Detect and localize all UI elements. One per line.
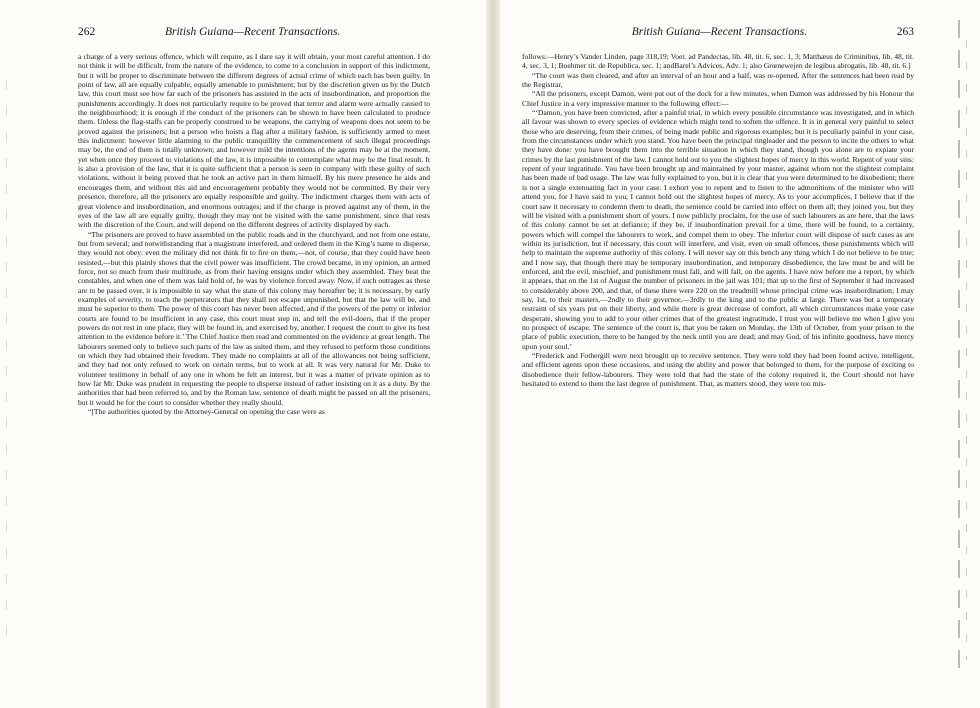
book-gutter [486,0,500,708]
right-page-number: 263 [896,26,914,38]
right-running-head [522,26,914,42]
page-edge-shadow-right-inner [966,40,967,660]
paragraph: a charge of a very serious offence, which will require, as I dare say it will obtain, your most careful attention. I do not think it will be difficult, from the nature of the evidence, to come to a conclusion in support of this indictment, but it will be proper to discriminate between the different degrees of actual crime of which each has been guilty. In point of law, all are equally culpable, equally amenable to punishment; but by the discretion given us by the Dutch law, this court must see how far each of the prisoners has assisted in the acts of insubordination, and proportion the punishments accordingly. It does not particularly require to be proved that terror and alarm were actually caused to the neighbourhood; it is enough if the conduct of the prisoners can be shown to have been calculated to produce them. Unless the flag-staffs can be properly construed to be weapons, the carrying of weapons does not seem to be proved against the prisoners; but a person who hoists a flag after a military fashion, is sufficiently armed to meet this indictment: however little alarming to the public tranquillity the commencement of such illegal proceedings may be, the end of them is totally unknown; and however mild the intentions of the agents may be at the moment, yet when once they proceed to violations of the law, it is impossible to contemplate what may be the final result. It is also a provision of the law, that it is quite sufficient that a person is seen in company with these guilty of such violations, without it being proved that he took an active part in them himself. By his mere presence he aids and encourages them, and without this aid and encouragement probably they would not be committed. By their very presence, therefore, all the prisoners are equally responsible and guilty. The indictment charges them with acts of great violence and insubordination, and enormous outrages; and if the charge is proved against any of them, in the eyes of the law all are equally guilty, though they may not be visited with the same punishment, since that rests with the discretion of the Court, and will depend on the different degrees of activity displayed by each. [78,52,430,230]
paragraph: “‘Damon, you have been convicted, after a painful trial, in which every possible circumstance was investigated, and in which all favour was shown to every species of evidence which might tend to soften the offence. It is in general very painful to select those who are deserving, from their crimes, of being made public and rigorous examples; but it is peculiarly painful in your case, from the circumstances under which you stand. You have been the principal ringleader and the person to incite the others to what they have done: you have brought them into the terrible situation in which they stand, though you alone are to expiate your crimes by the last punishment of the law. I cannot hold out to you the slightest hopes of mercy in this world. Repent of your sins: repent of your ingratitude. You have been brought up and maintained by your master, against whom not the slightest complaint has been made of bad usage. The law was fully explained to you, but it is clear that you were determined to be disobedient; there is not a single extenuating fact in your case. I exhort you to repent and to listen to the admonitions of the minister who will attend you, for I have said to you, I cannot hold out the slightest hopes of mercy. As to your accomplices, I believe that if the court saw it necessary to condemn them to death, the sentence could be carried into effect on them all; they joined you, but they will be visited with a punishment short of yours. I now publicly proclaim, for the use of such labourers as are here, that the laws of this colony cannot be set at defiance; if they be, if insubordination prevail for a time, there will be found, to a certainty, powers which will compel the labourers to work, and compel them to obey. The inferior court will dispose of such cases as are within its jurisdiction, but if necessary, this court will interfere, and visit, even on small offences, those punishments which will help to maintain the supreme authority of this colony. I will never say on this bench any thing which I do not believe to be true; and I now say, that though there may be temporary insubordination, and temporary disobedience, the law must be and will be enforced, and the evil, mischief, and punishment must fall, and will fall, on the agents. I have now before me a report, by which it appears, that on the 1st of August the number of prisoners in the jail was 101; that up to the first of September it had increased to considerably above 200, and that, of these there were 220 on the treadmill whose principal crime was insubordination; I may say, 1st, to their masters,—2ndly to their governor,—3rdly to the king and to the public at large. There was but a temporary restraint of six years put on their liberty, and while there is great decrease of comfort, all which circumstances make your case desperate, showing you to add to your other crimes that of the greatest ingratitude, I trust you will believe me when I give you no prospect of escape. The sentence of the court is, that you be taken on Monday, the 13th of October, from your prison to the place of public execution, there to be hanged by the neck until you are dead; and may God, of his infinite goodness, have mercy upon your soul.’ [522,108,914,351]
paragraph: “Frederick and Fothergill were next brought up to receive sentence. They were told they had been found active, intelligent, and efficient agents upon these occasions, and using the ability and power that belonged to them, for the purpose of exciting to disobedience their fellow-labourers. They were told that had the state of the colony required it, the Court should not have hesitated to extend to them the last degree of punishment. That, as matters stood, they were too mis- [522,351,914,389]
page-edge-shadow-left [6,80,7,640]
right-page-body [522,52,914,388]
paragraph: follows:—Henry’s Vander Linden, page 318,19; Voet. ad Pandectas, lib. 48, tit. 6, sec. 1, 3; Matthæus de Criminibus, lib. 48, tit. 4, sec. 3, 1; Boehmer tit. de Republica, sec. 1; andBarel’s Advices, Adv. 1; also Grœnewejen de legibus abrogatis, lib. 48, tit. 6.] [522,52,914,71]
paragraph: “[The authorities quoted by the Attorney-General on opening the case were as [88,407,325,417]
left-page-body [78,52,430,416]
paragraph: “The prisoners are proved to have assembled on the public roads and in the churchyard, and not from one estate, but from several; and notwithstanding that a magistrate interfered, and ordered them in the King’s name to disperse, they would not obey: even the military did not think fit to fire on them,—not, of course, that they could have been resisted,—but this plainly shows that the civil power was insufficient. The crowd became, in my opinion, an armed force, not so much from their multitude, as from their having ensigns under which they assembled. They beat the constables, and when one of them was laid hold of, he was by violence forced away. Now, if such outrages as these are to be passed over, it is impossible to say what the state of this colony may hereafter be; it is necessary, by early examples of severity, to teach the perpetrators that they shall not escape unpunished, but that the law will be, and must be superior to them. The power of this court has never been affected, and if the powers of the petty or inferior courts are found to be insufficient in any case, this court must step in, and tell the evil-doers, that if the proper powers do not rest in one place, they will be found in, and exercised by, another. I request the court to give its best attention to the evidence before it.’ The Chief Justice then read and commented on the evidence at great length. The labourers seemed only to believe such parts of the law as suited them, and they refused to perform those conditions on which they had obtained their freedom. They made no complaints at all of the allowances not being sufficient, and they had not only refused to work on certain terms, but to work at all. It was very natural for Mr. Duke to volunteer testimony in behalf of any one in whom he felt an interest, but it was a matter of private opinion as to how far Mr. Duke was prudent in requesting the people to disperse instead of rather insisting on it as a duty. By the authorities that had been referred to, and by the Roman law, sentence of death might be passed on all the prisoners, but it would be for the court to consider whether they really should. [78,229,430,407]
left-page [78,26,430,416]
paragraph: “All the prisoners, except Damon, were put out of the dock for a few minutes, when Damon was addressed by his Honour the Chief Justice in a very impressive manner to the following effect:— [522,89,914,108]
paragraph: “The court was then cleared, and after an interval of an hour and a half, was re-opened. After the sentences had been read by the Registrar, [522,70,914,90]
left-running-head [78,26,430,42]
left-page-number: 262 [78,26,96,38]
left-running-title: British Guiana—Recent Transactions. [164,26,341,38]
page-edge-shadow-right [958,20,960,680]
right-running-title: British Guiana—Recent Transactions. [631,26,808,38]
right-page [522,26,914,388]
